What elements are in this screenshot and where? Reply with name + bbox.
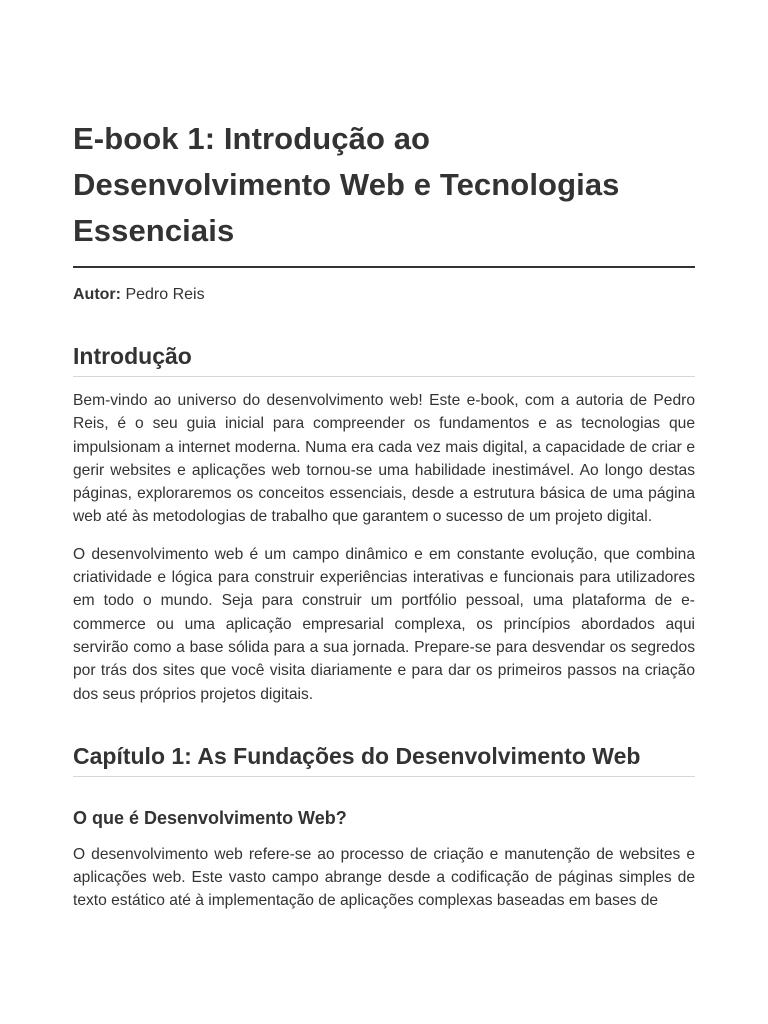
section-heading-what-is-web-dev: O que é Desenvolvimento Web? [73, 807, 347, 828]
author-name: Pedro Reis [125, 286, 205, 303]
page-title: E-book 1: Introdução ao Desenvolvimento Web e Tecnologias Essenciais [73, 116, 695, 268]
author-label: Autor: [73, 286, 121, 303]
section-paragraph: O desenvolvimento web refere-se ao processo de criação e manutenção de websites e aplicações web. Este vasto campo abrange desde a codificação de páginas simples de texto estático até à implementação de aplicações complexas baseadas em bases de [73, 845, 695, 910]
author-line [73, 283, 695, 307]
introduction-paragraph-1: Bem-vindo ao universo do desenvolvimento web! Este e-book, com a autoria de Pedro Reis, é o seu guia inicial para compreender os fundamentos e as tecnologias que impulsionam a internet moderna. Numa era cada vez mais digital, a capacidade de criar e gerir websites e aplicações web tornou-se uma habilidade inestimável. Ao longo destas páginas, exploraremos os conceitos essenciais, desde a estrutura básica de uma página web até às metodologias de trabalho que garantem o sucesso de um projeto digital. [73, 392, 695, 526]
introduction-heading: Introdução [73, 340, 695, 377]
chapter-1-heading: Capítulo 1: As Fundações do Desenvolvimento Web [73, 740, 695, 777]
introduction-paragraph-2: O desenvolvimento web é um campo dinâmico e em constante evolução, que combina criatividade e lógica para construir experiências interativas e funcionais para utilizadores em todo o mundo. Seja para construir um portfólio pessoal, uma plataforma de e-commerce ou uma aplicação empresarial complexa, os princípios abordados aqui servirão como a base sólida para a sua jornada. Prepare-se para desvendar os segredos por trás dos sites que você visita diariamente e para dar os primeiros passos na criação dos seus próprios projetos digitais. [73, 545, 695, 703]
